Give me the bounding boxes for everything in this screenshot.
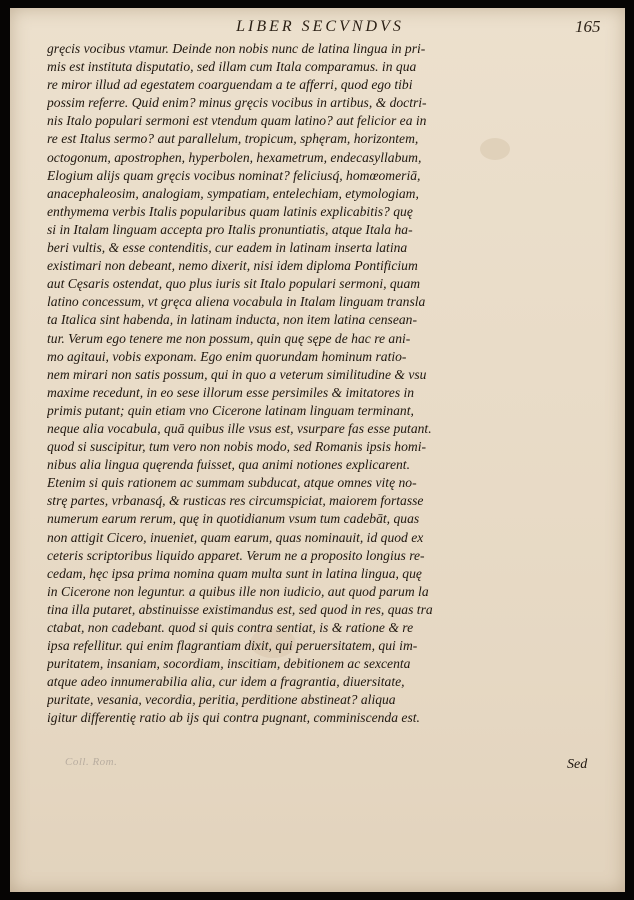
text-line: nibus alia lingua quęrenda fuisset, qua animi notiones explicarent. (47, 457, 410, 473)
text-line: maxime recedunt, in eo sese illorum esse persimiles & imitatores in (47, 384, 415, 400)
text-line: primis putant; quin etiam vno Cicerone latinam linguam terminant, (47, 402, 414, 418)
text-line: octogonum, apostrophen, hyperbolen, hexametrum, endecasyllabum, (47, 149, 422, 165)
body-text (47, 40, 607, 728)
text-line: numerum earum rerum, quę in quotidianum vsum tum cadebāt, quas (47, 511, 420, 527)
text-line: possim referre. Quid enim? minus gręcis vocibus in artibus, & doctri- (47, 95, 427, 111)
page-number: 165 (575, 17, 601, 36)
text-line: mis est instituta disputatio, sed illam cum Itala comparamus. in qua (47, 59, 417, 75)
text-line: quod si suscipitur, tum vero non nobis modo, sed Romanis ipsis homi- (47, 439, 426, 455)
library-stamp: Coll. Rom. (65, 756, 118, 768)
text-line: neque alia vocabula, quā quibus ille vsus est, vsurpare fas esse putant. (47, 420, 432, 436)
text-line: igitur differentię ratio ab ijs qui contra pugnant, comminiscenda est. (47, 710, 420, 726)
text-line: re est Italus sermo? aut parallelum, tropicum, sphęram, horizontem, (47, 131, 419, 147)
text-line: aut Cęsaris ostendat, quo plus iuris sit Italo populari sermoni, quam (47, 276, 421, 292)
text-line: re miror illud ad egestatem coarguendam a te afferri, quod ego tibi (47, 77, 413, 93)
text-line: puritatem, insaniam, socordiam, inscitiam, debitionem ac sexcenta (47, 656, 411, 672)
text-line: anacephaleosim, analogiam, sympatiam, entelechiam, etymologiam, (47, 185, 419, 201)
text-line: mo agitaui, vobis exponam. Ego enim quorundam hominum ratio- (47, 348, 407, 364)
catchword: Sed (567, 757, 588, 772)
text-line: Etenim si quis rationem ac summam subducat, atque omnes vitę no- (47, 475, 417, 491)
text-line: strę partes, vrbanasq́, & rusticas res circumspiciat, maiorem fortasse (47, 493, 424, 509)
text-line: si in Italam linguam accepta pro Italis pronuntiatis, atque Itala ha- (47, 221, 413, 237)
text-line: non attigit Cicero, inueniet, quam earum, quas nominauit, id quod ex (47, 529, 424, 545)
text-line: tina illa putaret, abstinuisse existimandus est, sed quod in res, quas tra (47, 601, 433, 617)
text-line: cedam, hęc ipsa prima nomina quam multa sunt in latina lingua, quę (47, 565, 422, 581)
text-line: beri vultis, & esse contenditis, cur eadem in latinam inserta latina (47, 240, 408, 256)
text-line: latino concessum, vt gręca aliena vocabula in Italam linguam transla (47, 294, 426, 310)
text-line: Elogium alijs quam gręcis vocibus nominat? feliciusq́, homœomeriā, (47, 167, 421, 183)
text-line: ceteris scriptoribus liquido apparet. Verum ne a proposito longius re- (47, 547, 425, 563)
text-line: nem mirari non satis possum, qui in quo a veterum similitudine & vsu (47, 366, 427, 382)
text-line: gręcis vocibus vtamur. Deinde non nobis nunc de latina lingua in pri- (47, 41, 426, 56)
text-line: enthymema verbis Italis popularibus quam latinis explicabitis? quę (47, 203, 413, 219)
text-line: ctabat, non cadebant. quod si quis contra sentiat, is & ratione & re (47, 620, 414, 635)
text-line: ta Italica sint habenda, in latinam inducta, non item latina censean- (47, 312, 418, 328)
text-line: nis Italo populari sermoni est vtendum quam latino? aut felicior ea in (47, 113, 427, 129)
text-line: ipsa refellitur. qui enim flagrantiam dixit, qui peruersitatem, qui im- (47, 638, 418, 654)
running-head: LIBER SECVNDVS (236, 18, 404, 35)
text-line: atque adeo innumerabilia alia, cur idem a fragrantia, diuersitate, (47, 674, 405, 690)
text-line: in Cicerone non leguntur. a quibus ille non iudicio, aut quod parum la (47, 583, 429, 599)
text-line: tur. Verum ego tenere me non possum, quin quę sępe de hac re ani- (47, 330, 411, 346)
text-line: puritate, vesania, vecordia, peritia, perditione abstineat? aliqua (47, 692, 396, 708)
text-line: existimari non debeant, nemo dixerit, nisi idem diploma Pontificium (47, 258, 418, 274)
